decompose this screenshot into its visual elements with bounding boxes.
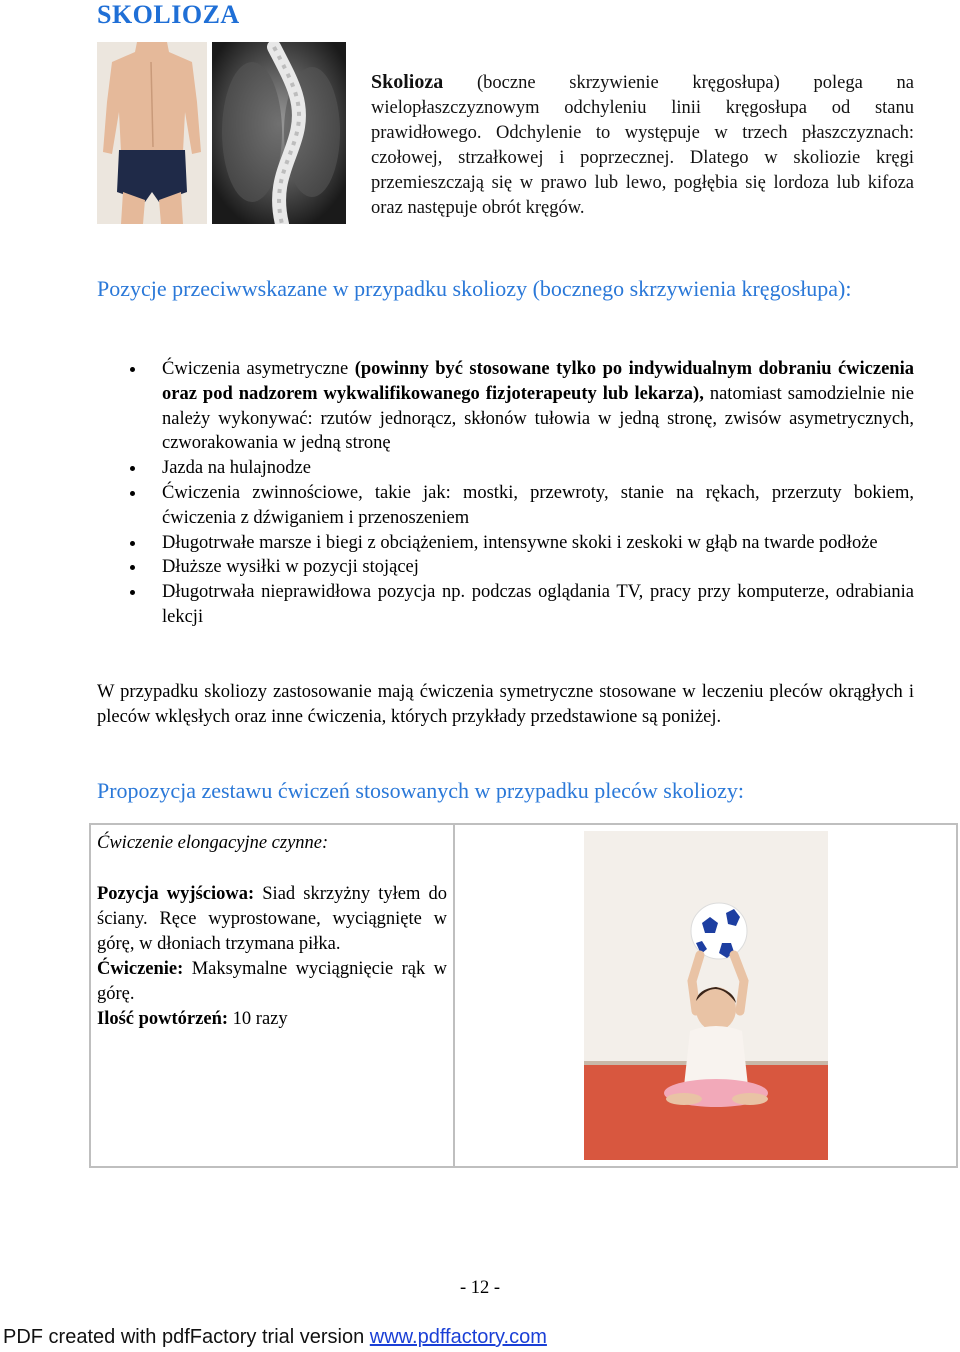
exercise-table-divider <box>453 823 455 1168</box>
list-item <box>130 580 914 630</box>
exercise-text: Maksymalne wyciągnięcie rąk w górę. <box>97 959 447 1004</box>
list-item-text: Dłuższe wysiłki w pozycji stojącej <box>162 557 419 578</box>
exercise-label: Ćwiczenie: <box>97 959 184 979</box>
intro-term: Skolioza <box>371 71 444 93</box>
exercise-repetitions <box>97 1007 447 1032</box>
start-position-text: Siad skrzyżny tyłem do ściany. Ręce wyprostowane, wyciągnięte w górę, w dłoniach trzymana piłka. <box>97 884 447 954</box>
intro-text: (boczne skrzywienie kręgosłupa) polega na wielopłaszczyznowym odchyleniu linii kręgosłupa od stanu prawidłowego. Odchylenie to występuje w trzech płaszczyznach: czołowej, strzałkowej i poprzecznej. Dlatego w skoliozie kręgi przemieszczają się w prawo lub lewo, pogłębia się lordoza lub kifoza oraz następuje obrót kręgów. <box>371 73 914 218</box>
list-item-text-end: natomiast samodzielnie nie należy wykonywać: rzutów jednorącz, skłonów tułowia w jedną stronę, zwisów asymetrycznych, czworakowania w jedną stronę <box>162 383 915 454</box>
list-item <box>130 555 914 580</box>
exercise-subtitle: Ćwiczenie elongacyjne czynne: <box>97 833 329 853</box>
list-item-text: Ćwiczenia asymetryczne <box>162 359 355 379</box>
list-item-text: Długotrwałe marsze i biegi z obciążeniem, intensywne skoki i zeskoki w głąb na twarde podłoże <box>162 532 878 553</box>
exercise-set-heading: Propozycja zestawu ćwiczeń stosowanych w przypadku pleców skoliozy: <box>97 778 744 803</box>
contraindications-list <box>130 357 914 630</box>
contraindications-heading <box>97 274 897 303</box>
list-item-text: Ćwiczenia zwinnościowe, takie jak: mostki, przewroty, stanie na rękach, przerzuty bokiem, ćwiczenia z dźwiganiem i przenoszeniem <box>162 482 914 528</box>
back-photo-image <box>97 42 207 224</box>
exercise-start-position <box>97 882 447 957</box>
exercise-photo <box>584 831 828 1160</box>
list-item <box>130 481 914 531</box>
list-item-text: Długotrwała nieprawidłowa pozycja np. podczas oglądania TV, pracy przy komputerze, odrabiania lekcji <box>162 582 914 627</box>
contraindications-heading-colon: : <box>845 276 852 301</box>
back-photo <box>97 42 207 224</box>
list-item-bold: (powinny być stosowane tylko po indywidualnym dobraniu ćwiczenia oraz pod nadzorem wykwalifikowanego fizjoterapeuty lub lekarza), <box>162 359 914 404</box>
repetitions-label: Ilość powtórzeń: <box>97 1009 229 1029</box>
footer-text: PDF created with pdfFactory trial version <box>3 1326 370 1348</box>
list-item <box>130 531 914 556</box>
contraindications-heading-text: Pozycje przeciwwskazane w przypadku skoliozy (bocznego skrzywienia kręgosłupa) <box>97 276 846 301</box>
page-title: SKOLIOZA <box>97 0 240 29</box>
exercise-photo-image <box>584 831 828 1160</box>
repetitions-text: 10 razy <box>228 1009 288 1029</box>
pdf-footer <box>3 1326 547 1349</box>
exercise-instruction <box>97 957 447 1007</box>
intro-paragraph <box>371 70 914 221</box>
list-item <box>130 456 914 481</box>
footer-link[interactable]: www.pdffactory.com <box>369 1326 547 1348</box>
exercise-description <box>97 831 447 1032</box>
list-item <box>130 357 914 456</box>
list-item-text: Jazda na hulajnodze <box>162 458 311 479</box>
xray-photo <box>212 42 346 224</box>
body-paragraph: W przypadku skoliozy zastosowanie mają ćwiczenia symetryczne stosowane w leczeniu pleców okrągłych i pleców wklęsłych oraz inne ćwiczenia, których przykłady przedstawione są poniżej. <box>97 682 914 727</box>
start-position-label: Pozycja wyjściowa: <box>97 884 255 904</box>
xray-image <box>212 42 346 224</box>
page-number: - 12 - <box>459 1278 501 1298</box>
